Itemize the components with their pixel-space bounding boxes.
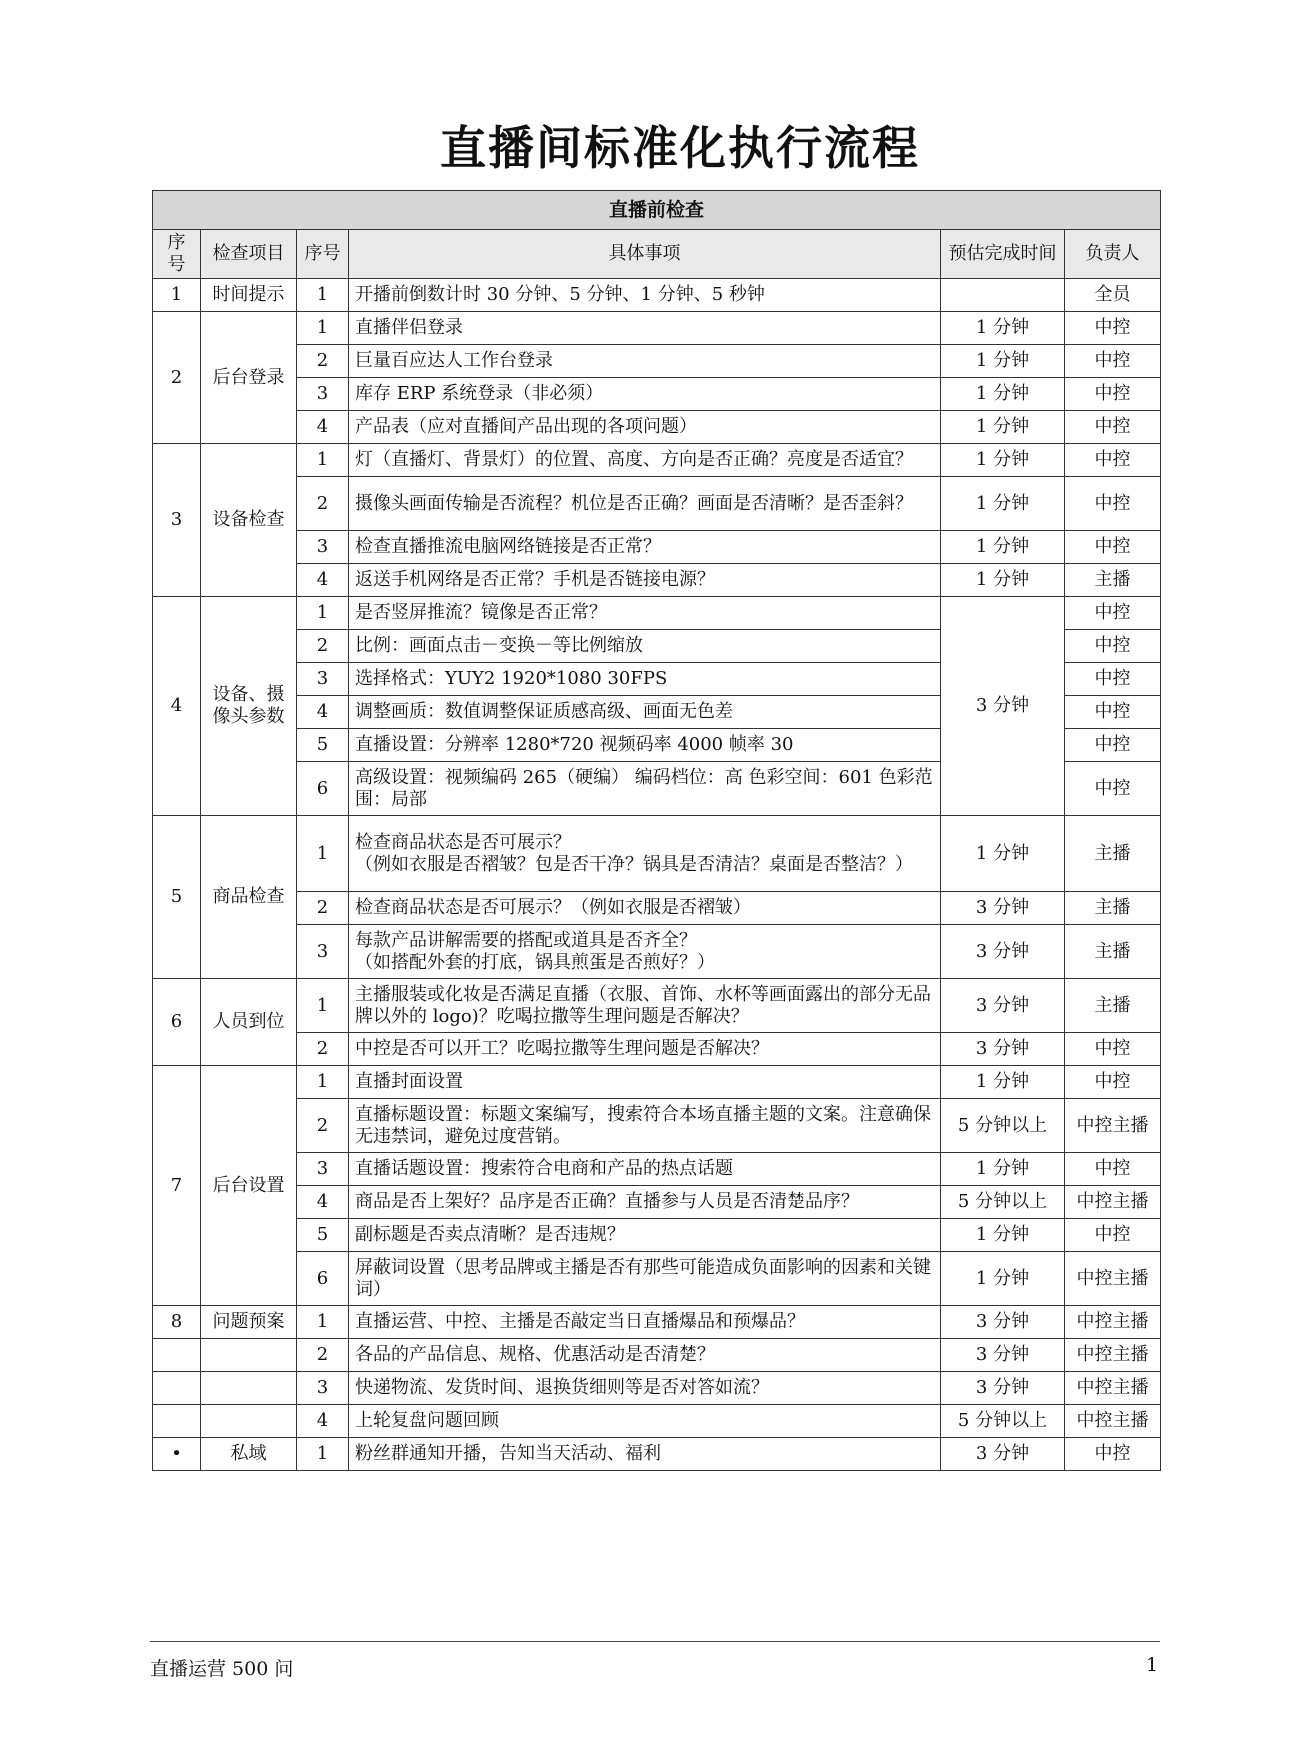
- group-item: 后台登录: [201, 312, 297, 444]
- table-row: [153, 1219, 1161, 1252]
- sub-number: 1: [297, 1438, 349, 1471]
- estimated-time: 3 分钟: [941, 597, 1065, 816]
- owner: 中控主播: [1065, 1372, 1161, 1405]
- sub-number: 1: [297, 312, 349, 345]
- table-row: [153, 531, 1161, 564]
- header-task: 具体事项: [349, 230, 941, 279]
- task-text: 检查商品状态是否可展示？（例如衣服是否褶皱）: [349, 892, 941, 925]
- section-title: 直播前检查: [153, 191, 1161, 230]
- estimated-time: 3 分钟: [941, 925, 1065, 979]
- owner: 中控: [1065, 411, 1161, 444]
- task-text: 粉丝群通知开播，告知当天活动、福利: [349, 1438, 941, 1471]
- header-time: 预估完成时间: [941, 230, 1065, 279]
- estimated-time: 5 分钟以上: [941, 1405, 1065, 1438]
- table-row: [153, 1372, 1161, 1405]
- header-no: 序号: [153, 230, 201, 279]
- header-owner: 负责人: [1065, 230, 1161, 279]
- owner: 中控主播: [1065, 1186, 1161, 1219]
- task-text: 是否竖屏推流？镜像是否正常？: [349, 597, 941, 630]
- task-text: 主播服装或化妆是否满足直播（衣服、首饰、水杯等画面露出的部分无品牌以外的 logo)？吃喝拉撒等生理问题是否解决？: [349, 979, 941, 1033]
- footer-page-number: 1: [1146, 1654, 1159, 1676]
- sub-number: 4: [297, 1405, 349, 1438]
- group-item: 后台设置: [201, 1066, 297, 1306]
- owner: 主播: [1065, 979, 1161, 1033]
- checklist-table-container: [152, 190, 1160, 1471]
- checklist-table: [152, 190, 1161, 1471]
- estimated-time: 3 分钟: [941, 1372, 1065, 1405]
- estimated-time: 3 分钟: [941, 1339, 1065, 1372]
- task-text: 比例：画面点击－变换－等比例缩放: [349, 630, 941, 663]
- table-body: [153, 279, 1161, 1471]
- owner: 主播: [1065, 892, 1161, 925]
- footer-book-title: 直播运营 500 问: [150, 1658, 294, 1680]
- table-row: [153, 1339, 1161, 1372]
- group-item: 设备检查: [201, 444, 297, 597]
- header-item: 检查项目: [201, 230, 297, 279]
- owner: 中控: [1065, 477, 1161, 531]
- sub-number: 2: [297, 345, 349, 378]
- table-row: [153, 1306, 1161, 1339]
- task-text: 直播封面设置: [349, 1066, 941, 1099]
- task-text: 选择格式：YUY2 1920*1080 30FPS: [349, 663, 941, 696]
- group-number: 4: [153, 597, 201, 816]
- sub-number: 6: [297, 1252, 349, 1306]
- table-row: [153, 1252, 1161, 1306]
- task-text: 检查直播推流电脑网络链接是否正常？: [349, 531, 941, 564]
- estimated-time: 1 分钟: [941, 378, 1065, 411]
- group-number: 3: [153, 444, 201, 597]
- estimated-time: 3 分钟: [941, 892, 1065, 925]
- task-text: 直播伴侣登录: [349, 312, 941, 345]
- group-item: [201, 1372, 297, 1405]
- owner: 中控: [1065, 1153, 1161, 1186]
- sub-number: 2: [297, 1099, 349, 1153]
- estimated-time: 1 分钟: [941, 1219, 1065, 1252]
- owner: 中控: [1065, 444, 1161, 477]
- task-text: 灯（直播灯、背景灯）的位置、高度、方向是否正确？亮度是否适宜？: [349, 444, 941, 477]
- group-number: [153, 1339, 201, 1372]
- estimated-time: 1 分钟: [941, 816, 1065, 892]
- group-number: 5: [153, 816, 201, 979]
- task-text: 每款产品讲解需要的搭配或道具是否齐全？ （如搭配外套的打底，锅具煎蛋是否煎好？）: [349, 925, 941, 979]
- estimated-time: 3 分钟: [941, 979, 1065, 1033]
- task-text: 直播话题设置：搜索符合电商和产品的热点话题: [349, 1153, 941, 1186]
- owner: 中控: [1065, 663, 1161, 696]
- footer-divider: [150, 1641, 1160, 1642]
- sub-number: 3: [297, 925, 349, 979]
- sub-number: 6: [297, 762, 349, 816]
- table-row: [153, 816, 1161, 892]
- group-item: 商品检查: [201, 816, 297, 979]
- sub-number: 1: [297, 816, 349, 892]
- owner: 中控主播: [1065, 1339, 1161, 1372]
- estimated-time: 3 分钟: [941, 1306, 1065, 1339]
- group-number: 8: [153, 1306, 201, 1339]
- table-row: [153, 1438, 1161, 1471]
- header-sub-no: 序号: [297, 230, 349, 279]
- group-item: [201, 1405, 297, 1438]
- table-row: [153, 1099, 1161, 1153]
- owner: 主播: [1065, 816, 1161, 892]
- estimated-time: 1 分钟: [941, 564, 1065, 597]
- sub-number: 2: [297, 1033, 349, 1066]
- group-number: [153, 1372, 201, 1405]
- task-text: 副标题是否卖点清晰？是否违规？: [349, 1219, 941, 1252]
- table-header-row: [153, 230, 1161, 279]
- estimated-time: 1 分钟: [941, 411, 1065, 444]
- table-row: [153, 411, 1161, 444]
- table-row: [153, 312, 1161, 345]
- task-text: 产品表（应对直播间产品出现的各项问题）: [349, 411, 941, 444]
- sub-number: 1: [297, 979, 349, 1033]
- sub-number: 3: [297, 1372, 349, 1405]
- owner: 中控: [1065, 1033, 1161, 1066]
- estimated-time: 1 分钟: [941, 1153, 1065, 1186]
- owner: 中控: [1065, 378, 1161, 411]
- owner: 中控主播: [1065, 1099, 1161, 1153]
- owner: 中控: [1065, 1219, 1161, 1252]
- estimated-time: [941, 279, 1065, 312]
- estimated-time: 1 分钟: [941, 531, 1065, 564]
- sub-number: 2: [297, 892, 349, 925]
- sub-number: 3: [297, 1153, 349, 1186]
- task-text: 直播运营、中控、主播是否敲定当日直播爆品和预爆品？: [349, 1306, 941, 1339]
- estimated-time: 1 分钟: [941, 345, 1065, 378]
- owner: 中控: [1065, 696, 1161, 729]
- group-number: 1: [153, 279, 201, 312]
- sub-number: 3: [297, 378, 349, 411]
- owner: 中控主播: [1065, 1405, 1161, 1438]
- task-text: 检查商品状态是否可展示？ （例如衣服是否褶皱？包是否干净？锅具是否清洁？桌面是否整洁？）: [349, 816, 941, 892]
- group-item: 时间提示: [201, 279, 297, 312]
- owner: 中控: [1065, 312, 1161, 345]
- sub-number: 2: [297, 1339, 349, 1372]
- owner: 中控: [1065, 531, 1161, 564]
- group-number: 7: [153, 1066, 201, 1306]
- owner: 中控: [1065, 597, 1161, 630]
- sub-number: 3: [297, 531, 349, 564]
- sub-number: 5: [297, 1219, 349, 1252]
- task-text: 屏蔽词设置（思考品牌或主播是否有那些可能造成负面影响的因素和关键词）: [349, 1252, 941, 1306]
- table-row: [153, 1153, 1161, 1186]
- sub-number: 1: [297, 1306, 349, 1339]
- owner: 中控: [1065, 1066, 1161, 1099]
- table-row: [153, 1033, 1161, 1066]
- task-text: 摄像头画面传输是否流程？机位是否正确？画面是否清晰？是否歪斜？: [349, 477, 941, 531]
- owner: 主播: [1065, 925, 1161, 979]
- estimated-time: 1 分钟: [941, 1252, 1065, 1306]
- group-item: 人员到位: [201, 979, 297, 1066]
- sub-number: 3: [297, 663, 349, 696]
- owner: 中控主播: [1065, 1252, 1161, 1306]
- table-row: [153, 279, 1161, 312]
- group-item: 设备、摄像头参数: [201, 597, 297, 816]
- owner: 中控: [1065, 762, 1161, 816]
- owner: 全员: [1065, 279, 1161, 312]
- task-text: 库存 ERP 系统登录（非必须）: [349, 378, 941, 411]
- task-text: 上轮复盘问题回顾: [349, 1405, 941, 1438]
- group-number: [153, 1405, 201, 1438]
- owner: 中控主播: [1065, 1306, 1161, 1339]
- table-row: [153, 444, 1161, 477]
- sub-number: 1: [297, 279, 349, 312]
- table-row: [153, 892, 1161, 925]
- table-row: [153, 477, 1161, 531]
- table-row: [153, 1186, 1161, 1219]
- sub-number: 1: [297, 597, 349, 630]
- estimated-time: 1 分钟: [941, 444, 1065, 477]
- sub-number: 2: [297, 630, 349, 663]
- table-row: [153, 378, 1161, 411]
- owner: 中控: [1065, 630, 1161, 663]
- page-title: 直播间标准化执行流程: [440, 121, 920, 175]
- sub-number: 5: [297, 729, 349, 762]
- task-text: 返送手机网络是否正常？手机是否链接电源？: [349, 564, 941, 597]
- task-text: 中控是否可以开工？吃喝拉撒等生理问题是否解决？: [349, 1033, 941, 1066]
- owner: 中控: [1065, 345, 1161, 378]
- task-text: 直播设置：分辨率 1280*720 视频码率 4000 帧率 30: [349, 729, 941, 762]
- owner: 中控: [1065, 1438, 1161, 1471]
- table-row: [153, 345, 1161, 378]
- task-text: 高级设置：视频编码 265（硬编） 编码档位：高 色彩空间：601 色彩范围：局部: [349, 762, 941, 816]
- group-item: 私域: [201, 1438, 297, 1471]
- group-number: 6: [153, 979, 201, 1066]
- owner: 中控: [1065, 729, 1161, 762]
- sub-number: 2: [297, 477, 349, 531]
- table-row: [153, 1066, 1161, 1099]
- estimated-time: 5 分钟以上: [941, 1099, 1065, 1153]
- group-item: [201, 1339, 297, 1372]
- task-text: 各品的产品信息、规格、优惠活动是否清楚？: [349, 1339, 941, 1372]
- table-row: [153, 925, 1161, 979]
- task-text: 商品是否上架好？品序是否正确？直播参与人员是否清楚品序？: [349, 1186, 941, 1219]
- estimated-time: 5 分钟以上: [941, 1186, 1065, 1219]
- sub-number: 1: [297, 444, 349, 477]
- task-text: 调整画质：数值调整保证质感高级、画面无色差: [349, 696, 941, 729]
- table-row: [153, 979, 1161, 1033]
- sub-number: 4: [297, 411, 349, 444]
- sub-number: 4: [297, 696, 349, 729]
- sub-number: 4: [297, 564, 349, 597]
- task-text: 巨量百应达人工作台登录: [349, 345, 941, 378]
- table-row: [153, 564, 1161, 597]
- estimated-time: 1 分钟: [941, 312, 1065, 345]
- group-item: 问题预案: [201, 1306, 297, 1339]
- task-text: 直播标题设置：标题文案编写，搜索符合本场直播主题的文案。注意确保无违禁词，避免过度营销。: [349, 1099, 941, 1153]
- table-row: [153, 1405, 1161, 1438]
- estimated-time: 1 分钟: [941, 477, 1065, 531]
- task-text: 快递物流、发货时间、退换货细则等是否对答如流？: [349, 1372, 941, 1405]
- owner: 主播: [1065, 564, 1161, 597]
- sub-number: 1: [297, 1066, 349, 1099]
- sub-number: 4: [297, 1186, 349, 1219]
- group-number: 2: [153, 312, 201, 444]
- estimated-time: 3 分钟: [941, 1438, 1065, 1471]
- table-row: [153, 597, 1161, 630]
- group-number: •: [153, 1438, 201, 1471]
- estimated-time: 1 分钟: [941, 1066, 1065, 1099]
- task-text: 开播前倒数计时 30 分钟、5 分钟、1 分钟、5 秒钟: [349, 279, 941, 312]
- estimated-time: 3 分钟: [941, 1033, 1065, 1066]
